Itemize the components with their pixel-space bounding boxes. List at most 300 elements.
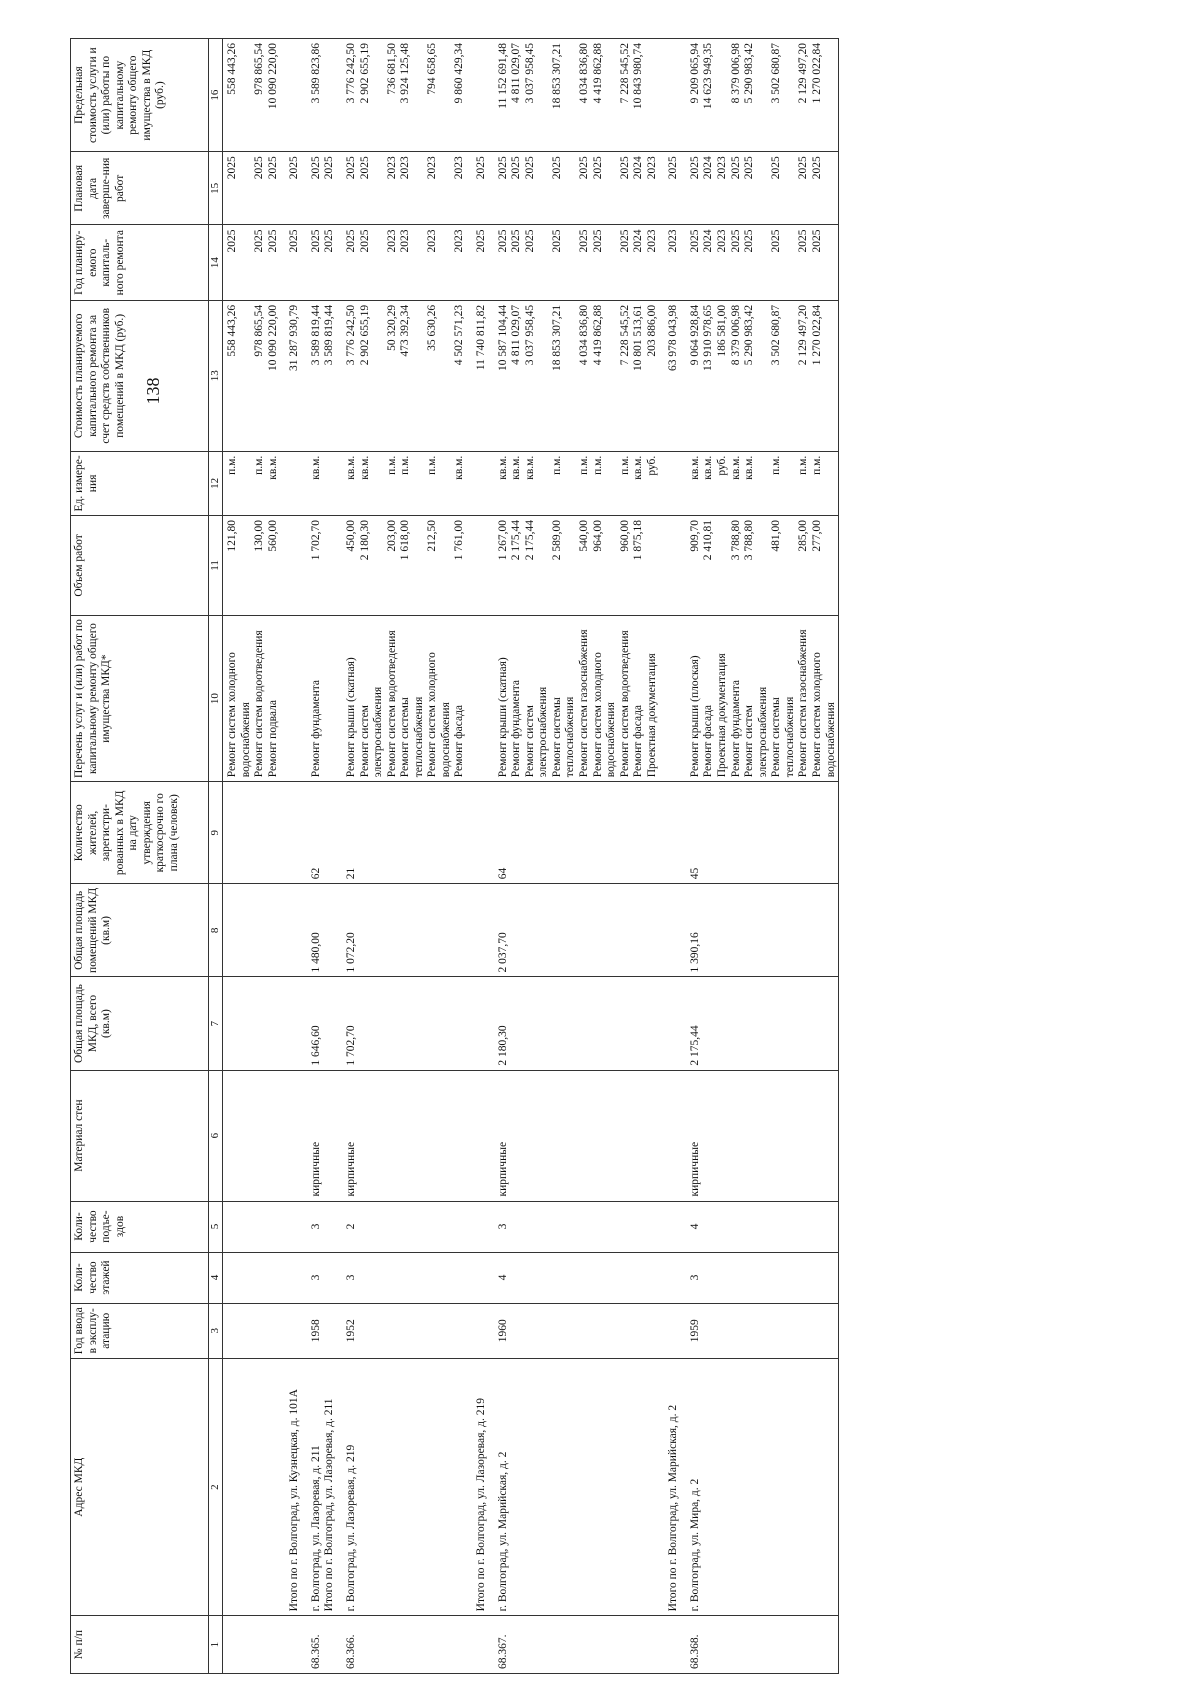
cell-col-8 (702, 884, 716, 977)
column-number-1: 1 (209, 1616, 223, 1674)
cell-col-6 (730, 1070, 744, 1201)
cell-col-1 (646, 1616, 660, 1674)
cell-col-9 (267, 782, 281, 884)
cell-col-9 (551, 782, 578, 884)
cell-col-16: 18 853 307,21 (551, 39, 578, 152)
table-row (386, 39, 400, 1674)
cell-col-16: 9 209 065,94 (681, 39, 703, 152)
cell-col-2 (730, 1359, 744, 1616)
cell-col-16: 4 034 836,80 (578, 39, 592, 152)
cell-col-6 (386, 1070, 400, 1201)
cell-col-11: 277,00 (811, 516, 839, 616)
table-row (743, 39, 770, 1674)
column-header-12: Ед. измере-ния (71, 451, 209, 515)
cell-col-10: Ремонт систем электроснабжения (743, 615, 770, 781)
cell-col-8: 2 037,70 (489, 884, 511, 977)
cell-col-10: Ремонт систем газоснабжения (578, 615, 592, 781)
cell-col-15: 2025 (797, 152, 811, 225)
table-row (359, 39, 386, 1674)
cell-col-8 (716, 884, 730, 977)
cell-col-11 (323, 516, 337, 616)
cell-col-4 (253, 1252, 267, 1303)
cell-col-6: кирпичные (337, 1070, 359, 1201)
cell-col-15: 2025 (578, 152, 592, 225)
cell-col-7 (267, 977, 281, 1070)
cell-col-14: 2025 (743, 225, 770, 300)
cell-col-7 (716, 977, 730, 1070)
cell-col-13: 558 443,26 (223, 300, 254, 451)
cell-col-12: п.м. (386, 451, 400, 515)
cell-col-1 (716, 1616, 730, 1674)
cell-col-16: 8 379 006,98 (730, 39, 744, 152)
cell-col-10: Ремонт крыши (скатная) (337, 615, 359, 781)
cell-col-3 (702, 1303, 716, 1358)
cell-col-3 (426, 1303, 453, 1358)
cell-col-12: кв.м. (730, 451, 744, 515)
cell-col-4: 3 (681, 1252, 703, 1303)
cell-col-13: 4 811 029,07 (510, 300, 524, 451)
cell-col-5: 2 (337, 1201, 359, 1252)
column-number-13: 13 (209, 300, 223, 451)
cell-col-1 (359, 1616, 386, 1674)
table-row (267, 39, 281, 1674)
cell-col-5 (280, 1201, 302, 1252)
cell-col-16: 4 419 862,88 (592, 39, 619, 152)
cell-col-15: 2025 (619, 152, 633, 225)
cell-col-16: 3 589 823,86 (302, 39, 324, 152)
cell-col-10 (467, 615, 489, 781)
cell-col-4 (632, 1252, 646, 1303)
cell-col-10: Ремонт систем холодного водоснабжения (426, 615, 453, 781)
cell-col-4: 3 (337, 1252, 359, 1303)
cell-col-7 (524, 977, 551, 1070)
cell-col-15: 2025 (681, 152, 703, 225)
cell-col-9 (510, 782, 524, 884)
cell-col-5: 3 (302, 1201, 324, 1252)
cell-col-1: 68.367. (489, 1616, 511, 1674)
cell-col-12: кв.м. (489, 451, 511, 515)
table-row (510, 39, 524, 1674)
cell-col-16 (646, 39, 660, 152)
cell-col-2 (253, 1359, 267, 1616)
table-row (592, 39, 619, 1674)
cell-col-5 (646, 1201, 660, 1252)
cell-col-14: 2025 (619, 225, 633, 300)
cell-col-15: 2025 (302, 152, 324, 225)
cell-col-15: 2025 (811, 152, 839, 225)
cell-col-13: 7 228 545,52 (619, 300, 633, 451)
cell-col-1 (797, 1616, 811, 1674)
cell-col-12: кв.м. (337, 451, 359, 515)
capital-repair-table (70, 38, 839, 1674)
cell-col-1 (426, 1616, 453, 1674)
cell-col-14: 2025 (797, 225, 811, 300)
cell-col-1 (730, 1616, 744, 1674)
cell-col-12: кв.м. (743, 451, 770, 515)
cell-col-15: 2025 (730, 152, 744, 225)
cell-col-8: 1 072,20 (337, 884, 359, 977)
cell-col-2 (578, 1359, 592, 1616)
column-header-2: Адрес МКД (71, 1359, 209, 1616)
table-row (632, 39, 646, 1674)
cell-col-14: 2023 (716, 225, 730, 300)
cell-col-13: 3 502 680,87 (770, 300, 797, 451)
table-row (302, 39, 324, 1674)
column-number-10: 10 (209, 615, 223, 781)
cell-col-4 (716, 1252, 730, 1303)
cell-col-9 (730, 782, 744, 884)
column-header-15: Плановая дата заверше-ния работ (71, 152, 209, 225)
cell-col-5: 3 (489, 1201, 511, 1252)
cell-col-11: 964,00 (592, 516, 619, 616)
cell-col-4 (426, 1252, 453, 1303)
table-row (646, 39, 660, 1674)
cell-col-12: кв.м. (681, 451, 703, 515)
cell-col-12: п.м. (770, 451, 797, 515)
cell-col-14: 2023 (659, 225, 681, 300)
cell-col-2: г. Волгоград, ул. Лазоревая, д. 219 (337, 1359, 359, 1616)
cell-col-9 (578, 782, 592, 884)
cell-col-10: Ремонт систем холодного водоснабжения (223, 615, 254, 781)
cell-col-1 (280, 1616, 302, 1674)
cell-col-3 (253, 1303, 267, 1358)
cell-col-2 (453, 1359, 467, 1616)
table-row (453, 39, 467, 1674)
cell-col-16: 14 623 949,35 (702, 39, 716, 152)
cell-col-1 (386, 1616, 400, 1674)
column-header-14: Год планиру-емого капиталь-ного ремонта (71, 225, 209, 300)
cell-col-9: 62 (302, 782, 324, 884)
cell-col-15: 2023 (386, 152, 400, 225)
cell-col-2 (743, 1359, 770, 1616)
cell-col-1 (592, 1616, 619, 1674)
cell-col-12: кв.м. (510, 451, 524, 515)
cell-col-2 (399, 1359, 426, 1616)
cell-col-13: 186 581,00 (716, 300, 730, 451)
cell-col-5 (619, 1201, 633, 1252)
cell-col-4: 4 (489, 1252, 511, 1303)
cell-col-10: Ремонт систем холодного водоснабжения (592, 615, 619, 781)
cell-col-14: 2025 (551, 225, 578, 300)
cell-col-3 (716, 1303, 730, 1358)
cell-col-4 (510, 1252, 524, 1303)
cell-col-2: г. Волгоград, ул. Лазоревая, д. 211 (302, 1359, 324, 1616)
cell-col-15: 2025 (489, 152, 511, 225)
cell-col-10: Ремонт фасада (453, 615, 467, 781)
cell-col-3 (743, 1303, 770, 1358)
page-number: 138 (143, 377, 163, 405)
cell-col-3 (399, 1303, 426, 1358)
cell-col-5 (730, 1201, 744, 1252)
cell-col-6 (592, 1070, 619, 1201)
cell-col-13: 4 034 836,80 (578, 300, 592, 451)
cell-col-2 (811, 1359, 839, 1616)
cell-col-7 (646, 977, 660, 1070)
cell-col-9 (770, 782, 797, 884)
cell-col-7 (659, 977, 681, 1070)
cell-col-3 (632, 1303, 646, 1358)
cell-col-9 (619, 782, 633, 884)
cell-col-5 (578, 1201, 592, 1252)
cell-col-14: 2025 (730, 225, 744, 300)
cell-col-8 (386, 884, 400, 977)
column-number-4: 4 (209, 1252, 223, 1303)
cell-col-8 (551, 884, 578, 977)
cell-col-1 (399, 1616, 426, 1674)
cell-col-3 (386, 1303, 400, 1358)
cell-col-2 (524, 1359, 551, 1616)
column-number-9: 9 (209, 782, 223, 884)
column-number-2: 2 (209, 1359, 223, 1616)
column-header-6: Материал стен (71, 1070, 209, 1201)
cell-col-15: 2023 (646, 152, 660, 225)
cell-col-5 (632, 1201, 646, 1252)
cell-col-4 (702, 1252, 716, 1303)
cell-col-3 (453, 1303, 467, 1358)
cell-col-9 (811, 782, 839, 884)
cell-col-16 (716, 39, 730, 152)
table-row (489, 39, 511, 1674)
cell-col-1 (467, 1616, 489, 1674)
cell-col-11: 285,00 (797, 516, 811, 616)
cell-col-10: Ремонт системы теплоснабжения (551, 615, 578, 781)
cell-col-7 (743, 977, 770, 1070)
cell-col-9 (632, 782, 646, 884)
cell-col-4 (811, 1252, 839, 1303)
cell-col-2 (510, 1359, 524, 1616)
rotated-sheet (70, 0, 1200, 1674)
cell-col-2: Итого по г. Волгоград, ул. Лазоревая, д. 211 (323, 1359, 337, 1616)
cell-col-12: кв.м. (453, 451, 467, 515)
cell-col-9 (702, 782, 716, 884)
cell-col-12 (280, 451, 302, 515)
cell-col-7 (811, 977, 839, 1070)
table-row-total (280, 39, 302, 1674)
cell-col-6 (770, 1070, 797, 1201)
cell-col-15: 2024 (632, 152, 646, 225)
cell-col-14: 2025 (302, 225, 324, 300)
cell-col-15: 2025 (659, 152, 681, 225)
cell-col-2 (619, 1359, 633, 1616)
cell-col-3: 1952 (337, 1303, 359, 1358)
cell-col-3 (659, 1303, 681, 1358)
column-number-16: 16 (209, 39, 223, 152)
cell-col-16: 11 152 691,48 (489, 39, 511, 152)
cell-col-5 (659, 1201, 681, 1252)
cell-col-5 (551, 1201, 578, 1252)
cell-col-7: 1 702,70 (337, 977, 359, 1070)
cell-col-3 (223, 1303, 254, 1358)
cell-col-8 (797, 884, 811, 977)
cell-col-12: кв.м. (359, 451, 386, 515)
cell-col-7 (223, 977, 254, 1070)
cell-col-9 (592, 782, 619, 884)
cell-col-8 (467, 884, 489, 977)
cell-col-5 (702, 1201, 716, 1252)
table-row (770, 39, 797, 1674)
cell-col-1 (223, 1616, 254, 1674)
cell-col-5 (770, 1201, 797, 1252)
cell-col-3 (646, 1303, 660, 1358)
cell-col-13: 978 865,54 (253, 300, 267, 451)
cell-col-8 (280, 884, 302, 977)
cell-col-16: 3 037 958,45 (524, 39, 551, 152)
cell-col-9: 45 (681, 782, 703, 884)
cell-col-14: 2025 (770, 225, 797, 300)
table-row (681, 39, 703, 1674)
cell-col-11: 3 788,80 (730, 516, 744, 616)
cell-col-7 (280, 977, 302, 1070)
cell-col-1 (524, 1616, 551, 1674)
cell-col-10: Ремонт системы теплоснабжения (770, 615, 797, 781)
cell-col-3 (280, 1303, 302, 1358)
cell-col-11: 1 761,00 (453, 516, 467, 616)
cell-col-16: 2 129 497,20 (797, 39, 811, 152)
cell-col-2 (646, 1359, 660, 1616)
cell-col-8 (453, 884, 467, 977)
cell-col-2 (426, 1359, 453, 1616)
cell-col-9 (253, 782, 267, 884)
cell-col-1: 68.368. (681, 1616, 703, 1674)
cell-col-8 (646, 884, 660, 977)
cell-col-7 (359, 977, 386, 1070)
cell-col-12: п.м. (399, 451, 426, 515)
cell-col-11 (659, 516, 681, 616)
cell-col-15: 2025 (359, 152, 386, 225)
cell-col-6 (811, 1070, 839, 1201)
cell-col-14: 2023 (646, 225, 660, 300)
cell-col-3 (510, 1303, 524, 1358)
cell-col-13: 63 978 043,98 (659, 300, 681, 451)
cell-col-2: г. Волгоград, ул. Марийская, д. 2 (489, 1359, 511, 1616)
cell-col-11: 960,00 (619, 516, 633, 616)
cell-col-7 (797, 977, 811, 1070)
table-body (223, 39, 839, 1674)
cell-col-16: 3 502 680,87 (770, 39, 797, 152)
cell-col-12: п.м. (592, 451, 619, 515)
cell-col-16: 1 270 022,84 (811, 39, 839, 152)
cell-col-16 (659, 39, 681, 152)
cell-col-2 (267, 1359, 281, 1616)
cell-col-9 (223, 782, 254, 884)
cell-col-15: 2025 (467, 152, 489, 225)
cell-col-13: 1 270 022,84 (811, 300, 839, 451)
cell-col-12: кв.м. (524, 451, 551, 515)
cell-col-6: кирпичные (489, 1070, 511, 1201)
cell-col-4 (743, 1252, 770, 1303)
cell-col-1 (770, 1616, 797, 1674)
cell-col-10: Ремонт фундамента (510, 615, 524, 781)
cell-col-11: 540,00 (578, 516, 592, 616)
column-header-7: Общая площадь МКД, всего (кв.м) (71, 977, 209, 1070)
cell-col-14: 2025 (510, 225, 524, 300)
cell-col-14: 2024 (702, 225, 716, 300)
cell-col-10: Ремонт подвала (267, 615, 281, 781)
cell-col-1 (702, 1616, 716, 1674)
cell-col-6 (619, 1070, 633, 1201)
cell-col-14: 2024 (632, 225, 646, 300)
cell-col-8 (359, 884, 386, 977)
cell-col-11: 560,00 (267, 516, 281, 616)
cell-col-4 (659, 1252, 681, 1303)
table-row (253, 39, 267, 1674)
cell-col-13: 10 801 513,61 (632, 300, 646, 451)
cell-col-13: 473 392,34 (399, 300, 426, 451)
cell-col-7 (510, 977, 524, 1070)
cell-col-13: 3 589 819,44 (323, 300, 337, 451)
cell-col-7 (619, 977, 633, 1070)
column-header-5: Коли-чество подъе-здов (71, 1201, 209, 1252)
cell-col-6 (453, 1070, 467, 1201)
cell-col-11 (716, 516, 730, 616)
cell-col-14: 2025 (681, 225, 703, 300)
cell-col-13: 18 853 307,21 (551, 300, 578, 451)
cell-col-10: Проектная документация (716, 615, 730, 781)
cell-col-14: 2025 (489, 225, 511, 300)
cell-col-10: Ремонт систем водоотведения (619, 615, 633, 781)
cell-col-5 (267, 1201, 281, 1252)
cell-col-8 (426, 884, 453, 977)
cell-col-6: кирпичные (681, 1070, 703, 1201)
cell-col-15: 2025 (592, 152, 619, 225)
cell-col-14: 2023 (426, 225, 453, 300)
cell-col-7 (770, 977, 797, 1070)
column-header-13: Стоимость планируемого капитального ремонта за счет средств собственников помещений в МКД (руб.) (71, 300, 209, 451)
cell-col-10: Ремонт систем водоотведения (386, 615, 400, 781)
cell-col-9 (646, 782, 660, 884)
cell-col-11: 1 267,00 (489, 516, 511, 616)
table-row (223, 39, 254, 1674)
cell-col-1 (659, 1616, 681, 1674)
cell-col-6 (223, 1070, 254, 1201)
cell-col-13: 10 587 104,44 (489, 300, 511, 451)
cell-col-13: 8 379 006,98 (730, 300, 744, 451)
column-header-9: Количество жителей, зарегистри-рованных в МКД на дату утверждения краткосрочно го плана (человек) (71, 782, 209, 884)
cell-col-3 (578, 1303, 592, 1358)
cell-col-4 (453, 1252, 467, 1303)
cell-col-7 (253, 977, 267, 1070)
cell-col-14: 2025 (323, 225, 337, 300)
cell-col-7: 1 646,60 (302, 977, 324, 1070)
cell-col-14: 2025 (267, 225, 281, 300)
table-row (337, 39, 359, 1674)
cell-col-7 (467, 977, 489, 1070)
cell-col-2 (223, 1359, 254, 1616)
column-header-10: Перечень услуг и (или) работ по капитальному ремонту общего имущества МКД* (71, 615, 209, 781)
cell-col-8 (632, 884, 646, 977)
cell-col-13: 13 910 978,65 (702, 300, 716, 451)
cell-col-8 (323, 884, 337, 977)
cell-col-12: п.м. (619, 451, 633, 515)
cell-col-12: кв.м. (632, 451, 646, 515)
cell-col-3 (524, 1303, 551, 1358)
cell-col-1 (510, 1616, 524, 1674)
cell-col-16: 558 443,26 (223, 39, 254, 152)
cell-col-12: кв.м. (702, 451, 716, 515)
table-row (399, 39, 426, 1674)
cell-col-5 (386, 1201, 400, 1252)
cell-col-12 (467, 451, 489, 515)
cell-col-3 (467, 1303, 489, 1358)
cell-col-11: 2 175,44 (510, 516, 524, 616)
cell-col-13: 50 320,29 (386, 300, 400, 451)
cell-col-3 (592, 1303, 619, 1358)
table-header-row (71, 39, 209, 1674)
cell-col-3 (797, 1303, 811, 1358)
cell-col-13: 2 129 497,20 (797, 300, 811, 451)
cell-col-12: п.м. (426, 451, 453, 515)
cell-col-1: 68.366. (337, 1616, 359, 1674)
